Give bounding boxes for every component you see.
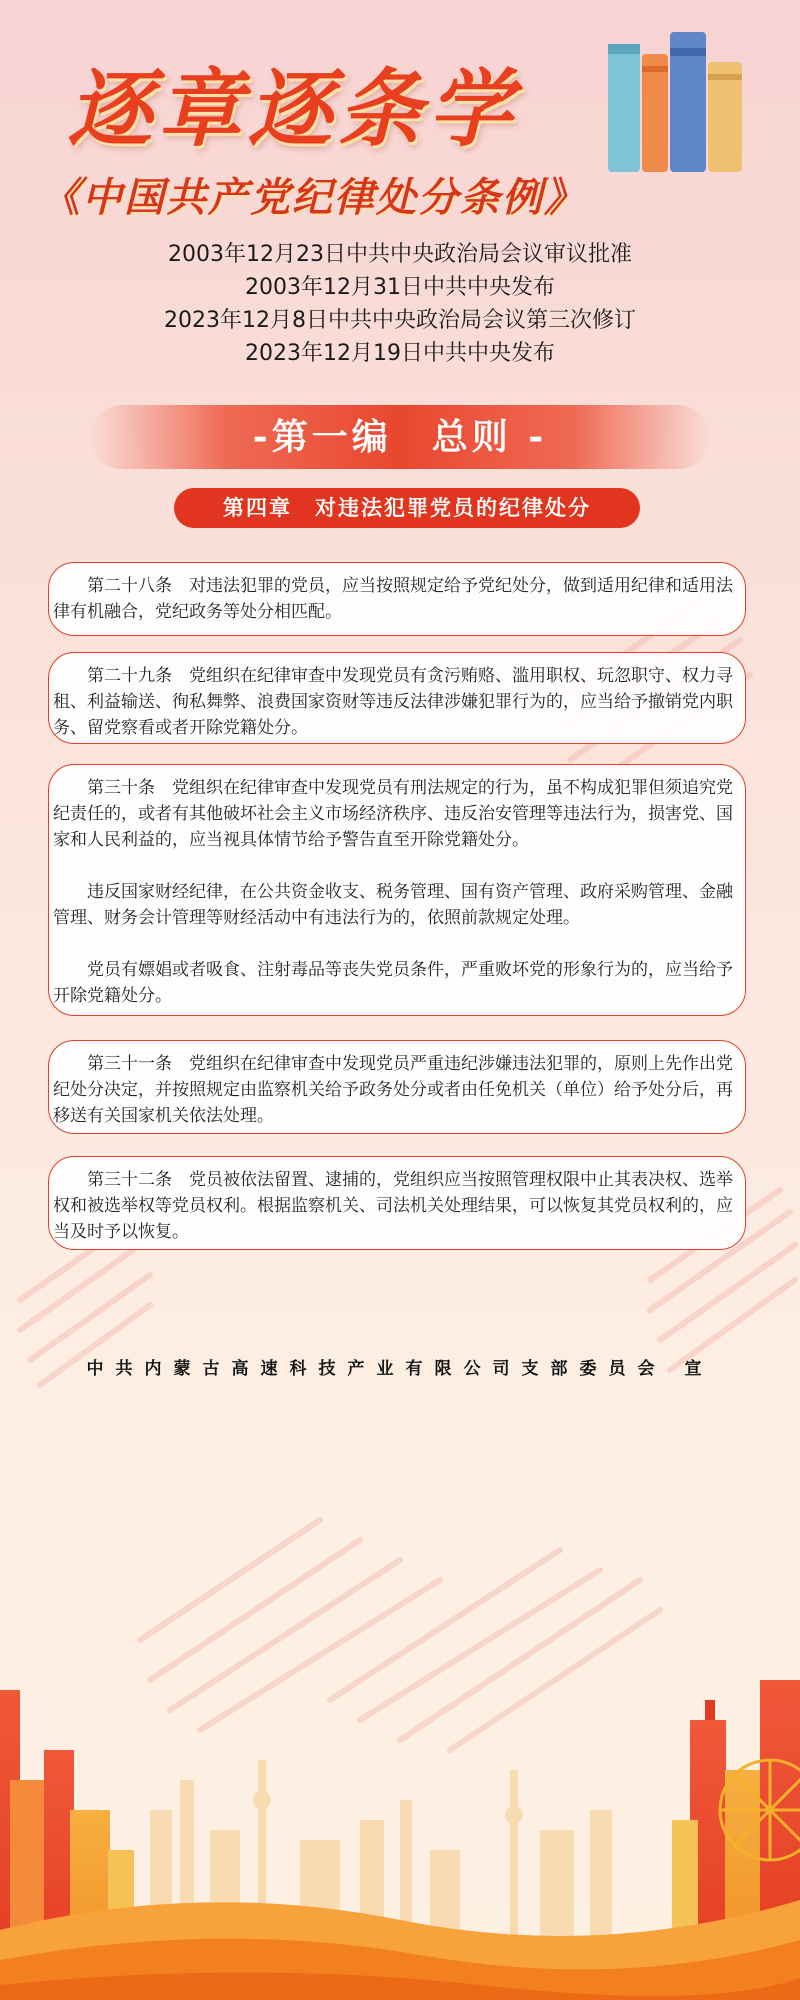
article-30-card [48, 764, 746, 1016]
date-line: 2003年12月23日中共中央政治局会议审议批准 [168, 242, 632, 267]
article-text: 党员有嫖娼或者吸食、注射毒品等丧失党员条件，严重败坏党的形象行为的，应当给予开除党籍处分。 [53, 960, 733, 1006]
city-skyline-illustration [0, 1600, 800, 2000]
page-title: 逐章逐条学 [68, 59, 519, 158]
date-line: 2023年12月8日中共中央政治局会议第三次修订 [164, 308, 636, 333]
article-text: 第三十二条 党员被依法留置、逮捕的，党组织应当按照管理权限中止其表决权、选举权和被选举权等党员权利。根据监察机关、司法机关处理结果，可以恢复其党员权利的，应当及时予以恢复。 [53, 1170, 733, 1242]
article-32-card [48, 1156, 746, 1250]
date-line: 2023年12月19日中共中央发布 [245, 341, 555, 366]
regulation-title: 《中国共产党纪律处分条例》 [40, 174, 586, 221]
chapter-label: 第四章 对违法犯罪党员的纪律处分 [174, 488, 640, 528]
article-text: 第三十一条 党组织在纪律审查中发现党员严重违纪涉嫌违法犯罪的，原则上先作出党纪处分决定，并按照规定由监察机关给予政务处分或者由任免机关（单位）给予处分后，再移送有关国家机关依法处理。 [53, 1054, 733, 1126]
article-text: 第二十九条 党组织在纪律审查中发现党员有贪污贿赂、滥用职权、玩忽职守、权力寻租、利益输送、徇私舞弊、浪费国家资财等违反法律涉嫌犯罪行为的，应当给予撤销党内职务、留党察看或者开除党籍处分。 [53, 666, 733, 738]
article-text: 第二十八条 对违法犯罪的党员，应当按照规定给予党纪处分，做到适用纪律和适用法律有机融合，党纪政务等处分相匹配。 [53, 576, 733, 622]
books-illustration [600, 14, 750, 174]
issue-dates [0, 238, 800, 370]
date-line: 2003年12月31日中共中央发布 [245, 275, 555, 300]
article-28-card [48, 562, 746, 636]
part-banner: -第一编 总则 - [90, 405, 710, 469]
article-31-card [48, 1040, 746, 1134]
article-29-card [48, 652, 746, 744]
publisher-footer: 中共内蒙古高速科技产业有限公司支部委员会 宣 [86, 1359, 714, 1379]
article-text: 违反国家财经纪律，在公共资金收支、税务管理、国有资产管理、政府采购管理、金融管理、财务会计管理等财经活动中有违法行为的，依照前款规定处理。 [53, 882, 733, 928]
article-text: 第三十条 党组织在纪律审查中发现党员有刑法规定的行为，虽不构成犯罪但须追究党纪责任的，或者有其他破坏社会主义市场经济秩序、违反治安管理等违法行为，损害党、国家和人民利益的，应当视具体情节给予警告直至开除党籍处分。 [53, 778, 733, 850]
